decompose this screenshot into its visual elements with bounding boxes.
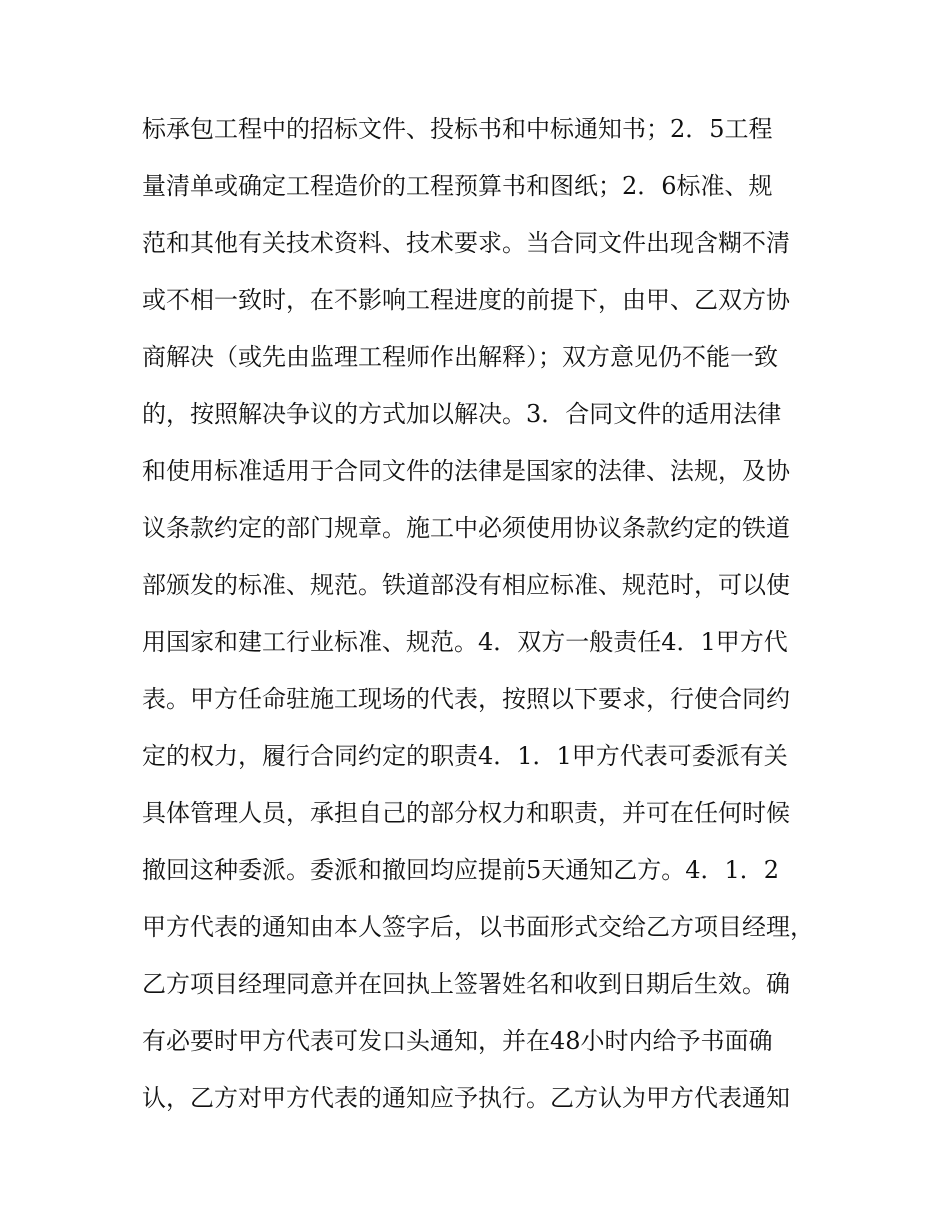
- text-line-7: 和使用标准适用于合同文件的法律是国家的法律、法规，及协: [142, 457, 790, 485]
- text-line-10: 用国家和建工行业标准、规范。4．双方一般责任4．1甲方代: [142, 628, 788, 656]
- text-line-4: 或不相一致时，在不影响工程进度的前提下，由甲、乙双方协: [142, 286, 790, 314]
- text-line-12: 定的权力，履行合同约定的职责4．1．1甲方代表可委派有关: [142, 742, 788, 770]
- text-line-16: 乙方项目经理同意并在回执上签署姓名和收到日期后生效。确: [142, 970, 790, 998]
- text-line-11: 表。甲方任命驻施工现场的代表，按照以下要求，行使合同约: [142, 685, 790, 713]
- text-line-3: 范和其他有关技术资料、技术要求。当合同文件出现含糊不清: [142, 229, 790, 257]
- text-line-15: 甲方代表的通知由本人签字后，以书面形式交给乙方项目经理，: [142, 913, 814, 941]
- text-line-5: 商解决（或先由监理工程师作出解释）；双方意见仍不能一致: [142, 343, 778, 371]
- text-line-13: 具体管理人员，承担自己的部分权力和职责，并可在任何时候: [142, 799, 790, 827]
- text-line-1: 标承包工程中的招标文件、投标书和中标通知书；2．5工程: [142, 115, 773, 143]
- text-line-9: 部颁发的标准、规范。铁道部没有相应标准、规范时，可以使: [142, 571, 790, 599]
- text-line-6: 的，按照解决争议的方式加以解决。3．合同文件的适用法律: [142, 400, 782, 428]
- text-line-14: 撤回这种委派。委派和撤回均应提前5天通知乙方。4．1．2: [142, 856, 780, 884]
- text-line-17: 有必要时甲方代表可发口头通知，并在48小时内给予书面确: [142, 1027, 773, 1055]
- text-line-8: 议条款约定的部门规章。施工中必须使用协议条款约定的铁道: [142, 514, 790, 542]
- text-line-18: 认，乙方对甲方代表的通知应予执行。乙方认为甲方代表通知: [142, 1084, 790, 1112]
- document-body: [142, 106, 842, 1132]
- text-line-2: 量清单或确定工程造价的工程预算书和图纸；2．6标准、规: [142, 172, 773, 200]
